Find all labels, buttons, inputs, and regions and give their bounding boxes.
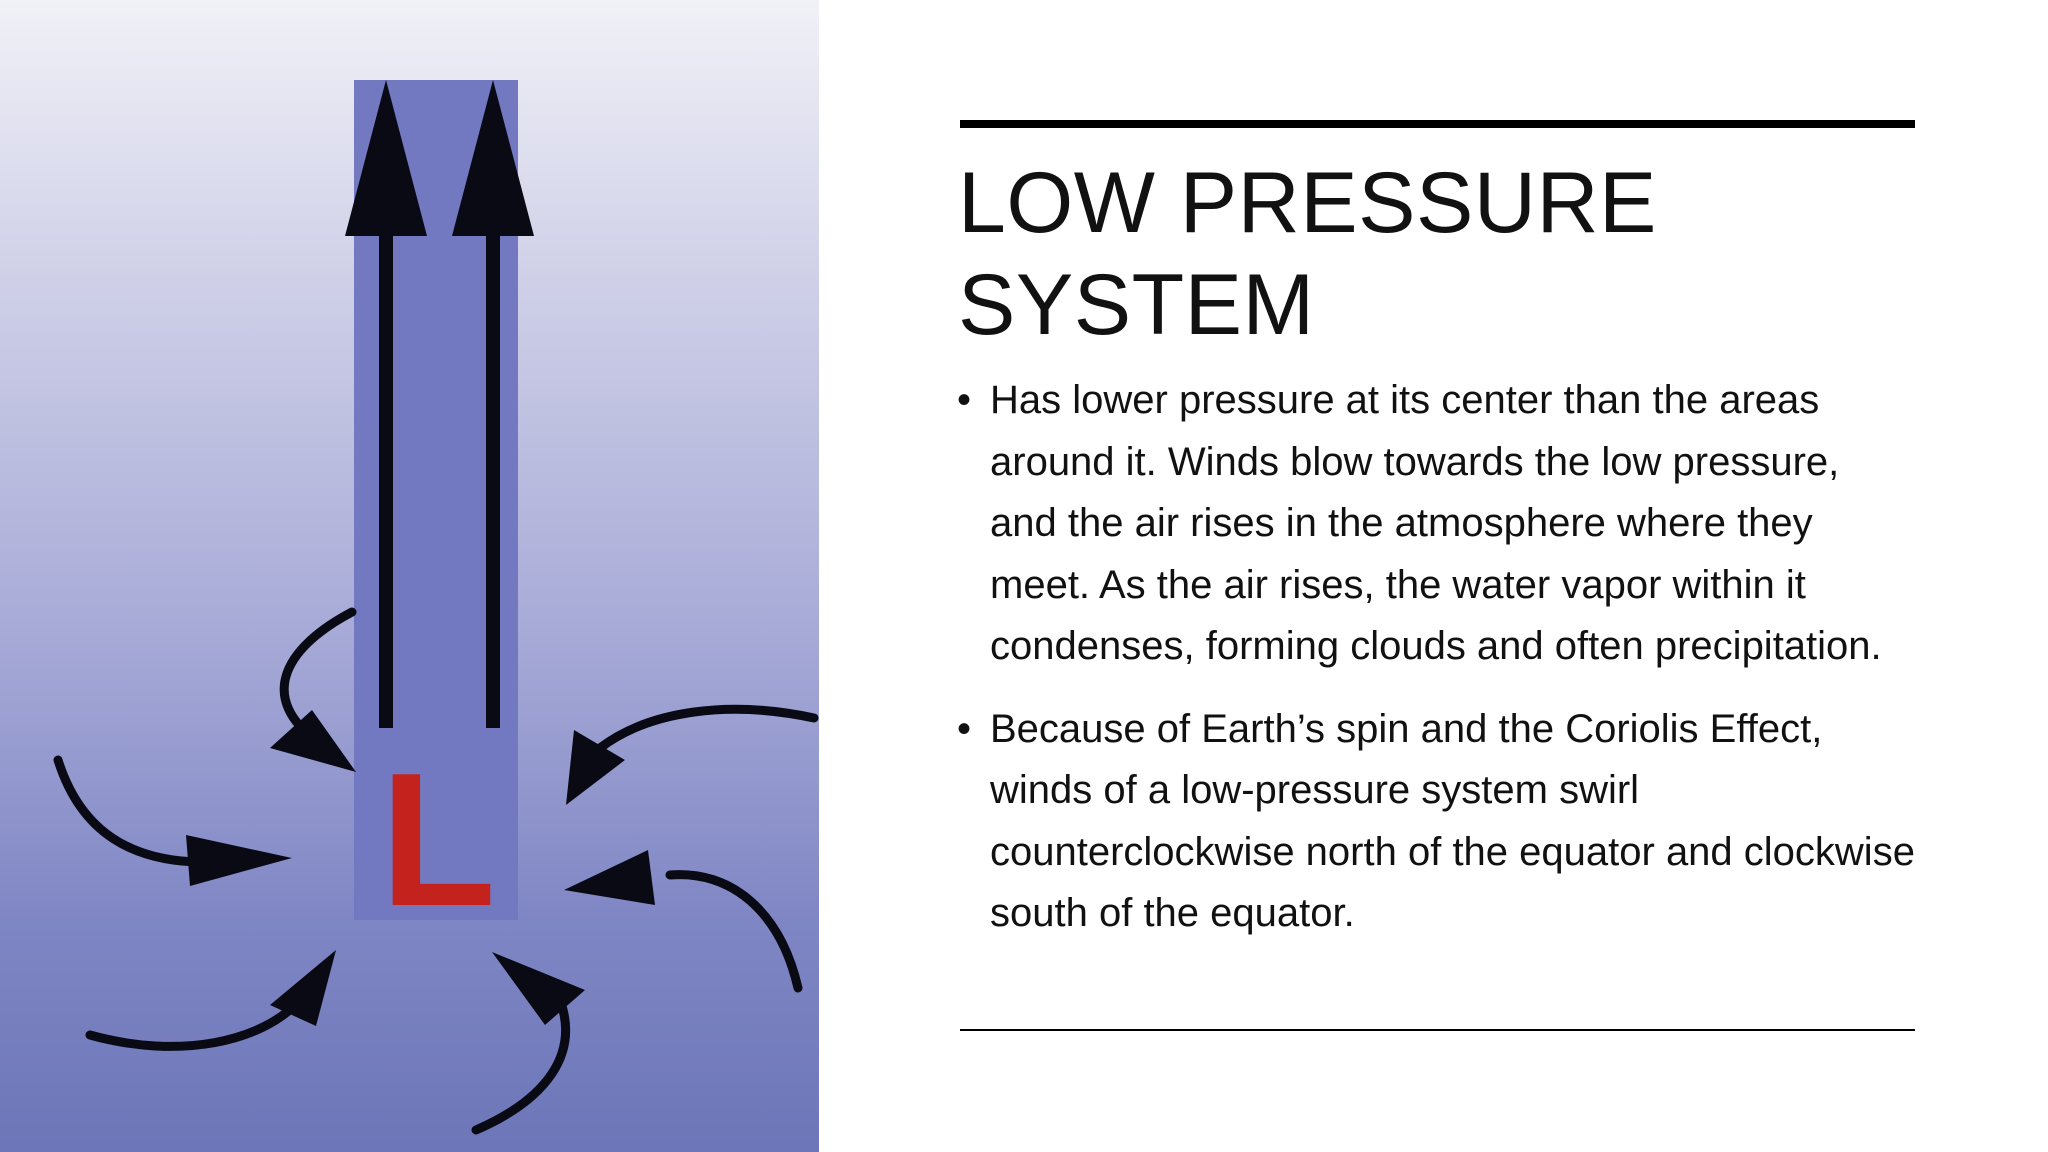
- wind-arrow-right: [600, 709, 814, 748]
- wind-arrow-lower-left: [90, 1000, 300, 1046]
- wind-arrow-bottom: [476, 1000, 566, 1130]
- wind-arrow-upper-left-head: [270, 710, 356, 772]
- content-bottom-rule: [960, 1029, 1915, 1031]
- wind-arrow-lower-right-head: [564, 850, 655, 905]
- bullet-marker: •: [956, 706, 971, 751]
- wind-arrow-bottom-head: [492, 952, 585, 1025]
- bullet-marker: •: [956, 378, 971, 422]
- bullet-item: [956, 370, 1915, 678]
- slide-title: LOW PRESSURE SYSTEM: [958, 155, 1657, 353]
- bullet-text: Has lower pressure at its center than the areas around it. Winds blow towards the low pressure, and the air rises in the atmosphere where they meet. As the air rises, the water vapor within it condenses, forming clouds and often precipitation.: [990, 378, 1882, 668]
- wind-arrow-left-head: [186, 835, 292, 886]
- text-panel: [956, 0, 1915, 1152]
- wind-arrow-lower-right: [670, 875, 798, 988]
- low-pressure-illustration: [0, 0, 819, 1152]
- bullet-item: [956, 699, 1915, 945]
- bullet-list: [956, 370, 1915, 966]
- low-pressure-diagram: [0, 0, 819, 1152]
- title-top-rule: [960, 120, 1915, 128]
- bullet-text: Because of Earth’s spin and the Coriolis Effect, winds of a low-pressure system swirl counterclockwise north of the equator and clockwise south of the equator.: [990, 706, 1915, 935]
- low-pressure-label: L: [380, 734, 497, 946]
